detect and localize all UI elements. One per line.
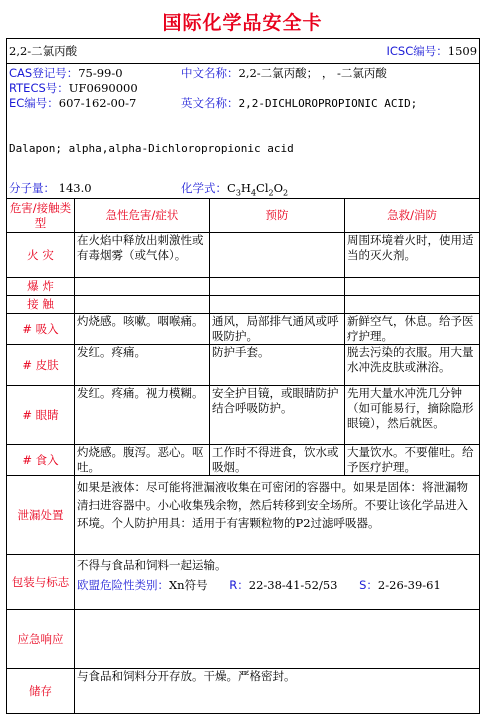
fire-prevention [210,233,345,278]
cas-label: CAS登记号： [9,66,79,80]
ec-value: 607-162-00-7 [58,96,137,110]
en-name-label: 英文名称： [181,96,239,110]
name-row [7,39,480,64]
contact-firstaid [345,296,480,314]
cas-value: 75-99-0 [78,66,123,80]
emergency-text [75,610,480,669]
inhale-firstaid: 新鲜空气，休息。给予医疗护理。 [345,314,480,345]
card-title: 国际化学品安全卡 [162,12,323,34]
packaging-line1: 不得与食品和饲料一起运输。 [77,558,227,572]
eyes-prevention: 安全护目镜，或眼睛防护结合呼吸防护。 [210,386,345,445]
header-symptoms: 急性危害/症状 [75,199,210,233]
ingest-prevention: 工作时不得进食，饮水或吸烟。 [210,445,345,476]
contact-label: 接 触 [7,296,75,314]
row-spill [7,476,480,555]
ingest-firstaid: 大量饮水。不要催吐。给予医疗护理。 [345,445,480,476]
ingest-label: # 食入 [7,445,75,476]
inhale-prevention: 通风，局部排气通风或呼吸防护。 [210,314,345,345]
row-ingest [7,445,480,476]
ec-label: EC编号： [9,96,59,110]
spill-label: 泄漏处置 [7,476,75,555]
names-block [181,66,477,111]
eyes-symptoms: 发红。疼痛。视力模糊。 [75,386,210,445]
row-emergency [7,610,480,669]
molecular-weight [9,181,179,196]
row-inhale [7,314,480,345]
eu-value: Xn符号 [169,578,208,592]
mw-label: 分子量： [9,181,55,195]
header-firstaid: 急救/消防 [345,199,480,233]
header-type: 危害/接触类型 [7,199,75,233]
explosion-symptoms [75,278,210,296]
row-contact [7,296,480,314]
cn-name-value: 2,2-二氯丙酸； ， -二氯丙酸 [238,66,387,80]
r-value: 22-38-41-52/53 [248,578,338,592]
header-row [7,199,480,233]
rtecs-label: RTECS号： [9,81,69,95]
chemical-formula: 化学式：$C_3H_4Cl_2O_2$ [181,181,289,198]
eu-label: 欧盟危险性类别： [77,578,169,592]
row-fire [7,233,480,278]
packaging-content [75,555,480,610]
storage-label: 储存 [7,669,75,714]
explosion-label: 爆 炸 [7,278,75,296]
inhale-symptoms: 灼烧感。咳嗽。咽喉痛。 [75,314,210,345]
contact-symptoms [75,296,210,314]
row-packaging [7,555,480,610]
mw-value: 143.0 [58,181,92,195]
fire-label: 火 灾 [7,233,75,278]
icsc-value: 1509 [447,43,478,58]
eyes-label: # 眼睛 [7,386,75,445]
emergency-label: 应急响应 [7,610,75,669]
spill-text: 如果是液体：尽可能将泄漏液收集在可密闭的容器中。如果是固体：将泄漏物清扫进容器中。小心收集残余物，然后转移到安全场所。不要让该化学品进入环境。个人防护用具：适用于有害颗粒物的P2过滤呼吸器。 [75,476,480,555]
row-storage [7,669,480,714]
skin-prevention: 防护手套。 [210,345,345,386]
fire-symptoms: 在火焰中释放出刺激性或有毒烟雾（或气体）。 [75,233,210,278]
en-name-value-2: Dalapon; alpha,alpha-Dichloropropionic acid [9,142,294,155]
cn-name-label: 中文名称： [181,66,239,80]
ingest-symptoms: 灼烧感。腹泻。恶心。呕吐。 [75,445,210,476]
icsc-label: ICSC编号： [386,43,448,58]
fire-firstaid: 周围环境着火时，使用适当的灭火剂。 [345,233,480,278]
packaging-label: 包装与标志 [7,555,75,610]
en-name-value-1: 2,2-DICHLOROPROPIONIC ACID; [238,97,418,110]
skin-symptoms: 发红。疼痛。 [75,345,210,386]
identifiers-row [7,64,480,199]
row-explosion [7,278,480,296]
skin-label: # 皮肤 [7,345,75,386]
s-label: S： [359,578,378,592]
contact-prevention [210,296,345,314]
inhale-label: # 吸入 [7,314,75,345]
registry-ids [9,66,179,111]
icsc-number [387,44,478,59]
explosion-firstaid [345,278,480,296]
formula-label: 化学式： [181,181,227,195]
eyes-firstaid: 先用大量水冲洗几分钟（如可能易行，摘除隐形眼镜），然后就医。 [345,386,480,445]
row-skin [7,345,480,386]
s-value: 2-26-39-61 [377,578,441,592]
rtecs-value: UF0690000 [68,81,138,95]
row-eyes [7,386,480,445]
header-prevention: 预防 [210,199,345,233]
safety-card-table [6,38,480,714]
explosion-prevention [210,278,345,296]
storage-text: 与食品和饲料分开存放。干燥。严格密封。 [75,669,480,714]
r-label: R： [229,578,249,592]
chemical-name: 2,2-二氯丙酸 [9,43,78,58]
skin-firstaid: 脱去污染的衣服。用大量水冲洗皮肤或淋浴。 [345,345,480,386]
